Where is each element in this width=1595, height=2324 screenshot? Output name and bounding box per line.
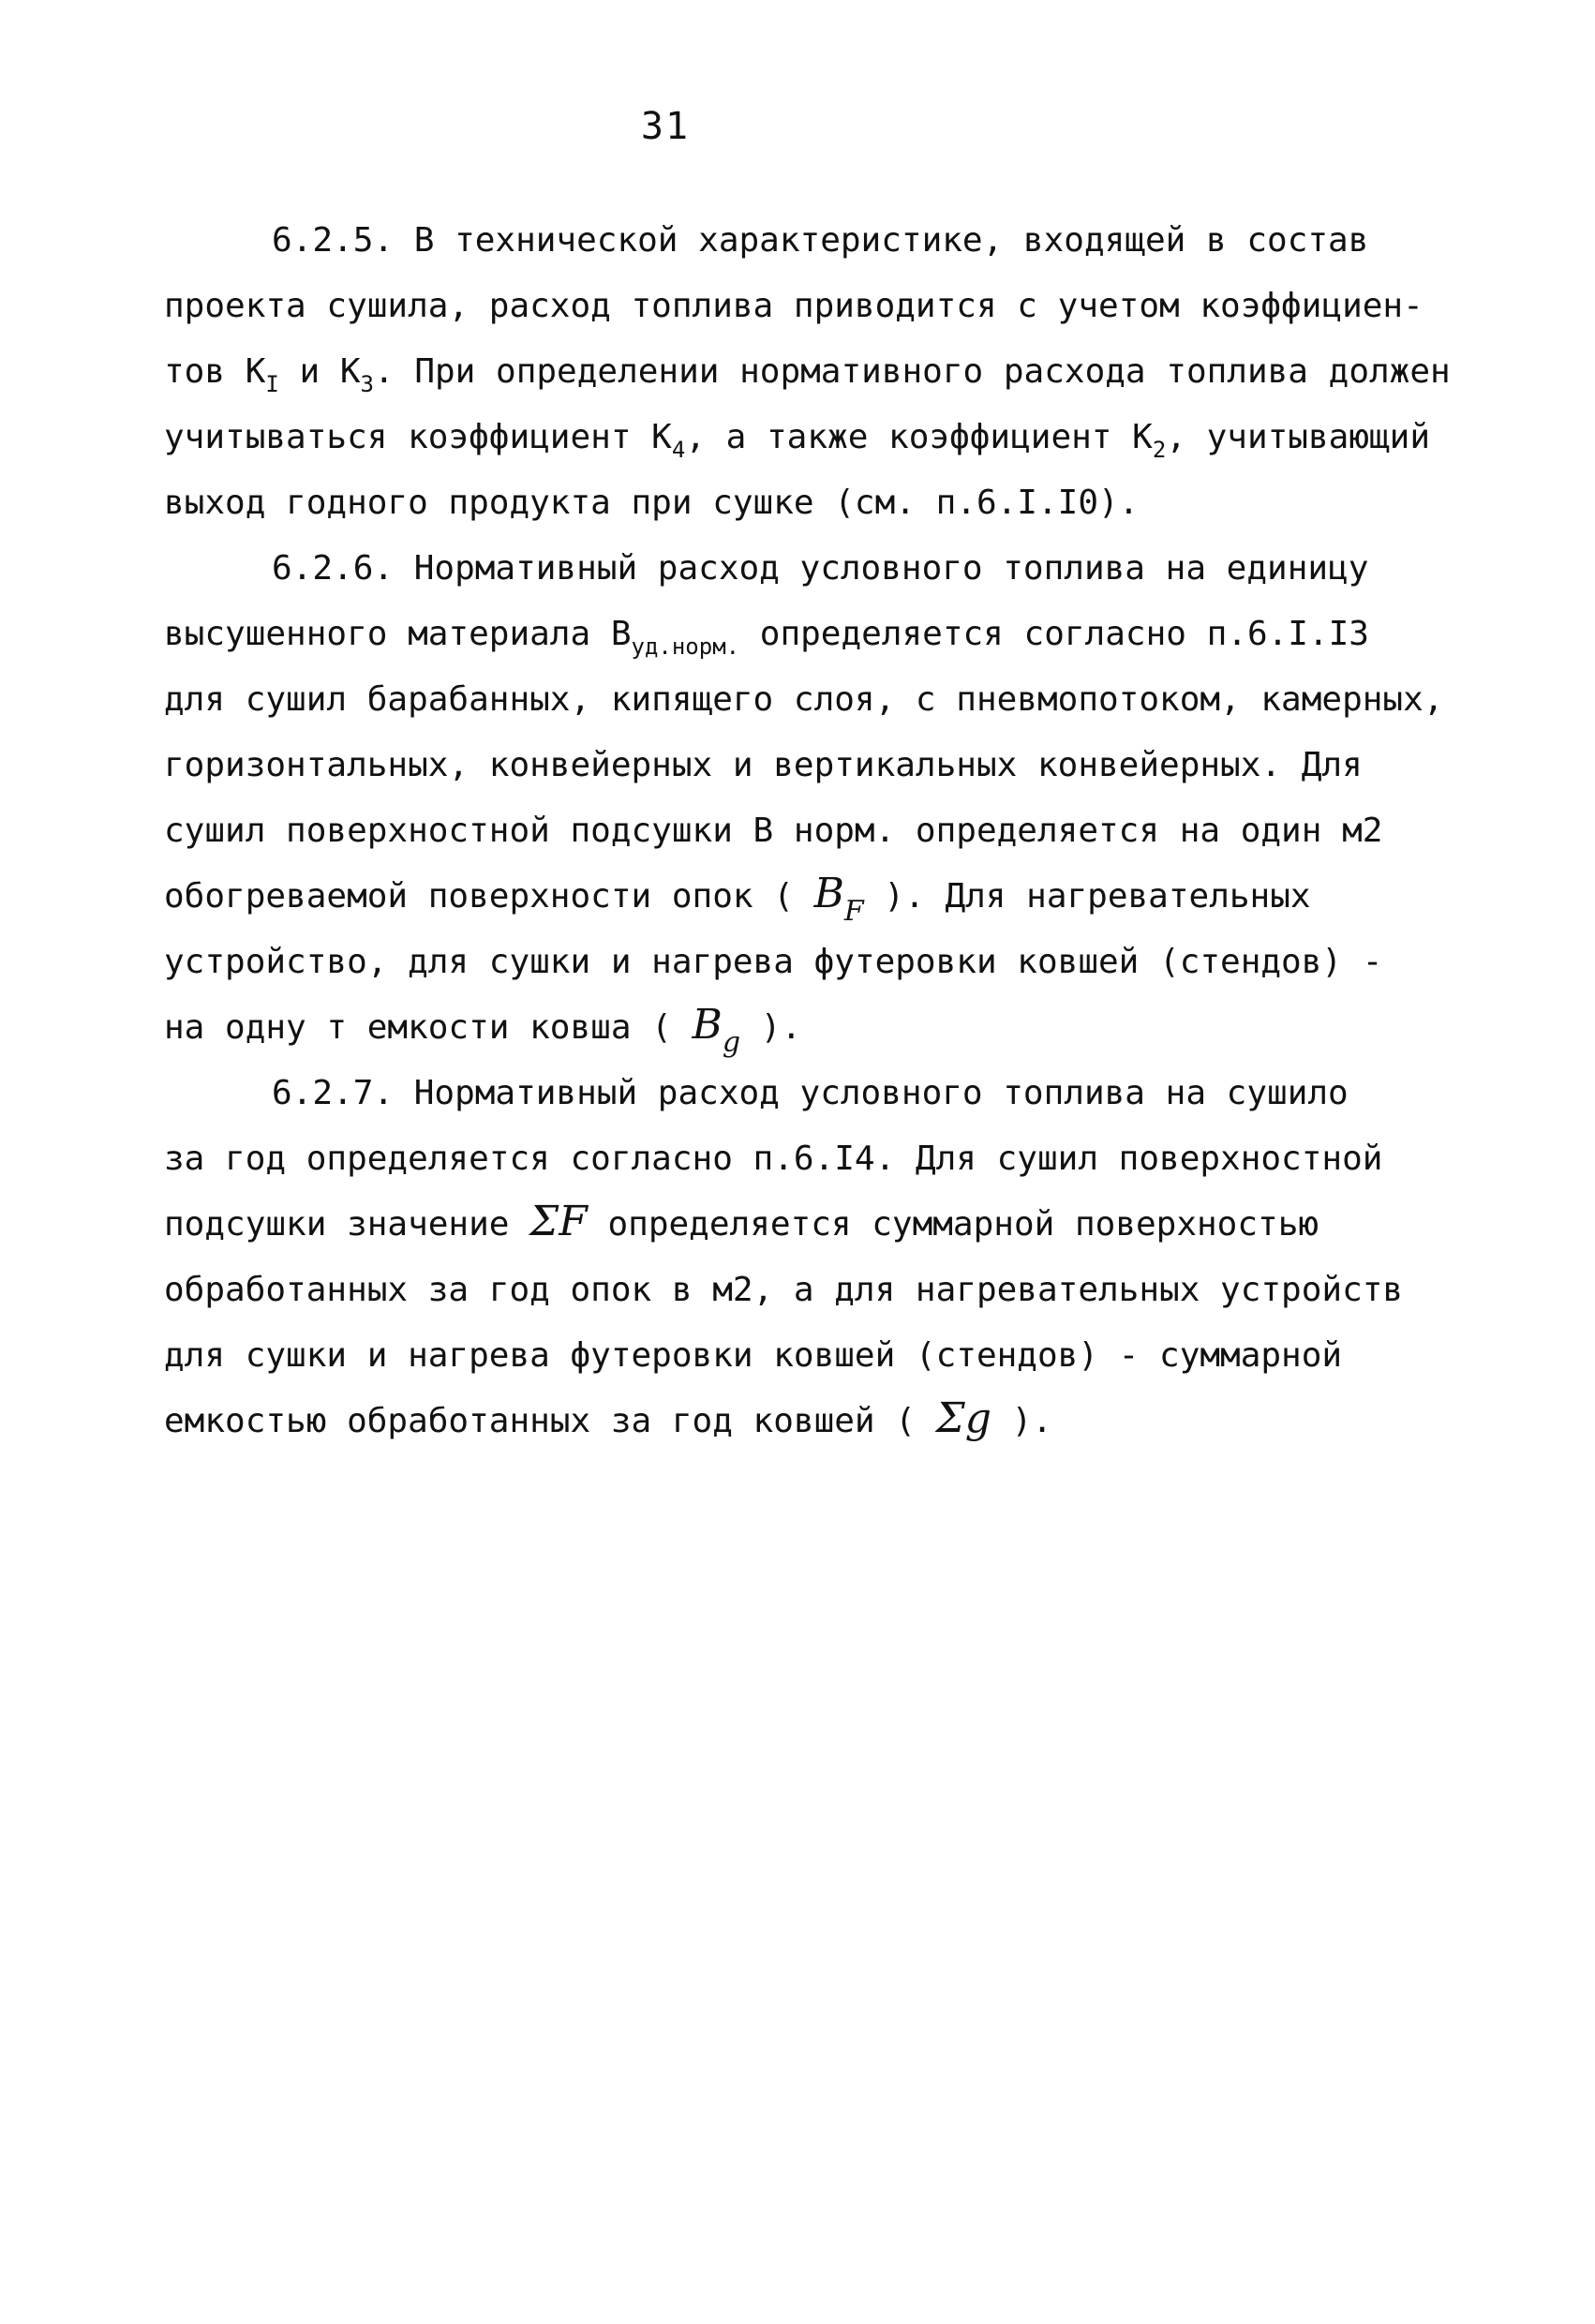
text-fragment: определяется суммарной поверхностью <box>587 1205 1319 1244</box>
text-fragment: ). <box>740 1008 802 1047</box>
text-line <box>164 602 1467 667</box>
text-fragment: определяется согласно п.6.I.I3 <box>739 615 1369 653</box>
text-fragment: ). Для нагревательных <box>863 877 1311 916</box>
text-fragment: емкостью обработанных за год ковшей ( <box>164 1402 916 1440</box>
page-number: 31 <box>640 105 691 148</box>
handwritten-symbol-bg: B <box>692 1001 723 1049</box>
text-fragment: на одну т емкости ковша ( <box>164 1008 672 1047</box>
text-fragment: . При определении нормативного расхода топлива должен <box>373 352 1451 391</box>
subscript-k4: 4 <box>671 437 686 463</box>
text-line <box>164 995 1467 1061</box>
text-fragment: высушенного материала B <box>164 615 632 653</box>
text-line: проекта сушила, расход топлива приводится с учетом коэффициен- <box>164 287 1424 325</box>
text-fragment: и K <box>278 352 361 391</box>
text-line: сушил поверхностной подсушки B норм. определяется на один м2 <box>164 812 1383 850</box>
text-line <box>164 864 1467 930</box>
handwritten-symbol-sum-f: ΣF <box>529 1198 588 1245</box>
text-fragment: ). <box>991 1402 1052 1440</box>
paragraph-6-2-6 <box>164 536 1467 1061</box>
text-line: 6.2.6. Нормативный расход условного топлива на единицу <box>272 549 1369 588</box>
text-line <box>164 1389 1467 1454</box>
text-line: 6.2.5. В технической характеристике, входящей в состав <box>272 221 1369 260</box>
subscript-ud-norm: уд.норм. <box>631 633 740 660</box>
text-line <box>164 1192 1467 1258</box>
text-line <box>164 405 1467 470</box>
text-fragment: учитываться коэффициент K <box>164 418 672 456</box>
handwritten-subscript-g: g <box>722 1026 741 1059</box>
text-line: для сушил барабанных, кипящего слоя, с пневмопотоком, камерных, <box>164 680 1444 719</box>
handwritten-subscript-f: F <box>843 895 864 928</box>
text-line: горизонтальных, конвейерных и вертикальных конвейерных. Для <box>164 746 1363 784</box>
text-fragment: , учитывающий <box>1166 418 1431 456</box>
handwritten-symbol-sum-g: Σg <box>935 1394 991 1442</box>
text-line: для сушки и нагрева футеровки ковшей (стендов) - суммарной <box>164 1336 1343 1375</box>
paragraph-6-2-5 <box>164 208 1467 536</box>
paragraph-6-2-7 <box>164 1061 1467 1454</box>
text-fragment: подсушки значение <box>164 1205 510 1244</box>
text-fragment: тов K <box>164 352 266 391</box>
text-line: обработанных за год опок в м2, а для нагревательных устройств <box>164 1271 1404 1309</box>
text-fragment: , а также коэффициент K <box>685 418 1153 456</box>
text-line: устройство, для сушки и нагрева футеровки ковшей (стендов) - <box>164 943 1383 981</box>
text-line: выход годного продукта при сушке (см. п.6.I.I0). <box>164 484 1140 522</box>
subscript-k3: 3 <box>360 371 374 397</box>
text-line: за год определяется согласно п.6.I4. Для сушил поверхностной <box>164 1140 1383 1178</box>
subscript-k2: 2 <box>1152 437 1167 463</box>
text-fragment: обогреваемой поверхности опок ( <box>164 877 794 916</box>
handwritten-symbol-bf: B <box>813 870 844 917</box>
text-line <box>164 339 1467 405</box>
text-line: 6.2.7. Нормативный расход условного топлива на сушило <box>272 1074 1349 1112</box>
subscript-k1: I <box>265 371 279 397</box>
